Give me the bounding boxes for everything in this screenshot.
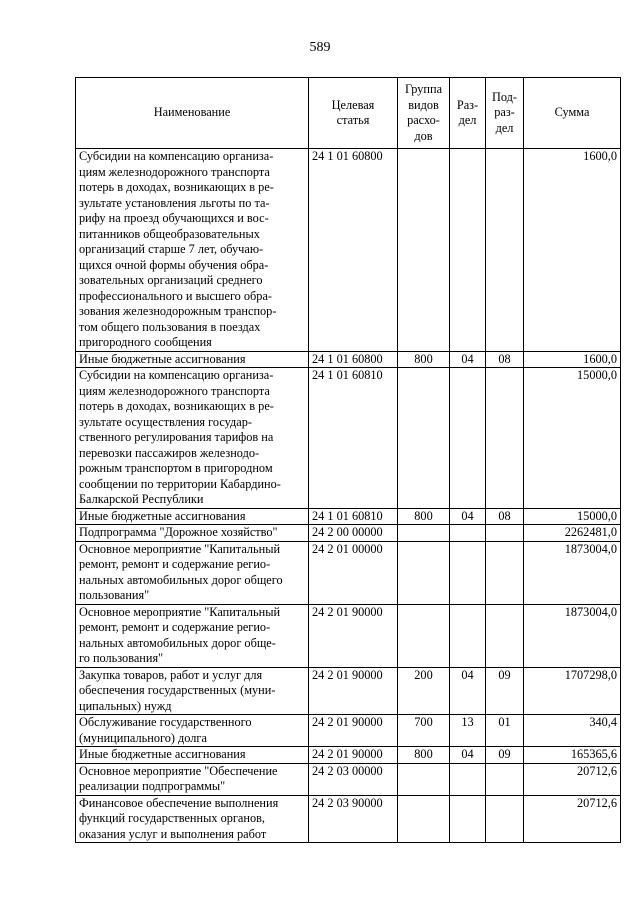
- row-subsection: [486, 795, 524, 843]
- row-name: Обслуживание государственного (муниципального) долга: [76, 715, 309, 747]
- row-subsection: 01: [486, 715, 524, 747]
- row-name: Финансовое обеспечение выполнения функций государственных органов, оказания услуг и выполнения работ: [76, 795, 309, 843]
- row-target-article: 24 1 01 60810: [309, 508, 398, 525]
- row-target-article: 24 2 00 00000: [309, 525, 398, 542]
- row-subsection: [486, 541, 524, 604]
- row-subsection: [486, 368, 524, 509]
- row-expense-group: 200: [398, 667, 450, 715]
- row-expense-group: [398, 763, 450, 795]
- row-name: Иные бюджетные ассигнования: [76, 747, 309, 764]
- table-row: [76, 149, 621, 352]
- row-sum: 165365,6: [524, 747, 621, 764]
- row-section: [450, 525, 486, 542]
- row-name: Субсидии на компенсацию организа- циям железнодорожного транспорта потерь в доходах, возникающих в ре- зультате установления льготы по та- рифу на проезд обучающихся и вос- питанников общеобразовательных организаций старше 7 лет, обучаю- щихся очной формы обучения обра- зовательных организаций среднего профессионального и высшего обра- зования железнодорожным транспор- том общего пользования в поездах пригородного сообщения: [76, 149, 309, 352]
- row-subsection: 08: [486, 508, 524, 525]
- row-sum: 15000,0: [524, 508, 621, 525]
- header-name: Наименование: [76, 78, 309, 149]
- row-subsection: [486, 525, 524, 542]
- row-expense-group: 800: [398, 351, 450, 368]
- row-target-article: 24 2 03 90000: [309, 795, 398, 843]
- row-expense-group: 700: [398, 715, 450, 747]
- row-subsection: [486, 763, 524, 795]
- row-subsection: [486, 604, 524, 667]
- table-row: [76, 747, 621, 764]
- row-target-article: 24 1 01 60800: [309, 149, 398, 352]
- budget-table: [75, 77, 621, 843]
- row-target-article: 24 2 01 90000: [309, 604, 398, 667]
- table-row: [76, 368, 621, 509]
- row-section: [450, 149, 486, 352]
- row-target-article: 24 2 01 90000: [309, 715, 398, 747]
- row-subsection: [486, 149, 524, 352]
- row-section: 04: [450, 351, 486, 368]
- row-name: Иные бюджетные ассигнования: [76, 351, 309, 368]
- header-expense-group: Группа видов расхо- дов: [398, 78, 450, 149]
- table-row: [76, 604, 621, 667]
- row-target-article: 24 1 01 60800: [309, 351, 398, 368]
- header-target-article: Целевая статья: [309, 78, 398, 149]
- row-subsection: 09: [486, 747, 524, 764]
- table-row: [76, 351, 621, 368]
- row-section: 04: [450, 747, 486, 764]
- header-subsection: Под- раз- дел: [486, 78, 524, 149]
- header-section: Раз- дел: [450, 78, 486, 149]
- table-row: [76, 508, 621, 525]
- table-row: [76, 715, 621, 747]
- table-body: [76, 149, 621, 843]
- row-name: Закупка товаров, работ и услуг для обеспечения государственных (муни- ципальных) нужд: [76, 667, 309, 715]
- row-section: 13: [450, 715, 486, 747]
- row-sum: 20712,6: [524, 795, 621, 843]
- table-row: [76, 795, 621, 843]
- row-expense-group: [398, 541, 450, 604]
- row-expense-group: [398, 604, 450, 667]
- row-target-article: 24 2 01 90000: [309, 747, 398, 764]
- row-expense-group: [398, 149, 450, 352]
- row-name: Иные бюджетные ассигнования: [76, 508, 309, 525]
- row-sum: 340,4: [524, 715, 621, 747]
- row-section: [450, 368, 486, 509]
- row-sum: 1707298,0: [524, 667, 621, 715]
- row-sum: 1600,0: [524, 351, 621, 368]
- table-row: [76, 541, 621, 604]
- row-sum: 15000,0: [524, 368, 621, 509]
- row-section: [450, 763, 486, 795]
- row-section: 04: [450, 508, 486, 525]
- row-section: [450, 604, 486, 667]
- row-name: Субсидии на компенсацию организа- циям железнодорожного транспорта потерь в доходах, возникающих в ре- зультате осуществления государ- ственного регулирования тарифов на перевозки пассажиров железнодо- рожным транспортом в пригородном сообщении по территории Кабардино- Балкарской Республики: [76, 368, 309, 509]
- row-target-article: 24 1 01 60810: [309, 368, 398, 509]
- row-expense-group: [398, 795, 450, 843]
- row-section: 04: [450, 667, 486, 715]
- row-section: [450, 541, 486, 604]
- row-expense-group: 800: [398, 508, 450, 525]
- header-sum: Сумма: [524, 78, 621, 149]
- row-target-article: 24 2 03 00000: [309, 763, 398, 795]
- row-sum: 2262481,0: [524, 525, 621, 542]
- row-name: Подпрограмма "Дорожное хозяйство": [76, 525, 309, 542]
- table-header: [76, 78, 621, 149]
- table-row: [76, 667, 621, 715]
- row-expense-group: [398, 525, 450, 542]
- row-name: Основное мероприятие "Обеспечение реализации подпрограммы": [76, 763, 309, 795]
- row-target-article: 24 2 01 00000: [309, 541, 398, 604]
- row-name: Основное мероприятие "Капитальный ремонт, ремонт и содержание регио- нальных автомобильных дорог обще- го пользования": [76, 604, 309, 667]
- table-row: [76, 763, 621, 795]
- row-subsection: 08: [486, 351, 524, 368]
- row-section: [450, 795, 486, 843]
- row-sum: 1600,0: [524, 149, 621, 352]
- row-subsection: 09: [486, 667, 524, 715]
- row-name: Основное мероприятие "Капитальный ремонт, ремонт и содержание регио- нальных автомобильных дорог общего пользования": [76, 541, 309, 604]
- page-number: 589: [309, 40, 331, 55]
- row-sum: 1873004,0: [524, 541, 621, 604]
- row-sum: 1873004,0: [524, 604, 621, 667]
- table-row: [76, 525, 621, 542]
- row-target-article: 24 2 01 90000: [309, 667, 398, 715]
- row-sum: 20712,6: [524, 763, 621, 795]
- row-expense-group: [398, 368, 450, 509]
- row-expense-group: 800: [398, 747, 450, 764]
